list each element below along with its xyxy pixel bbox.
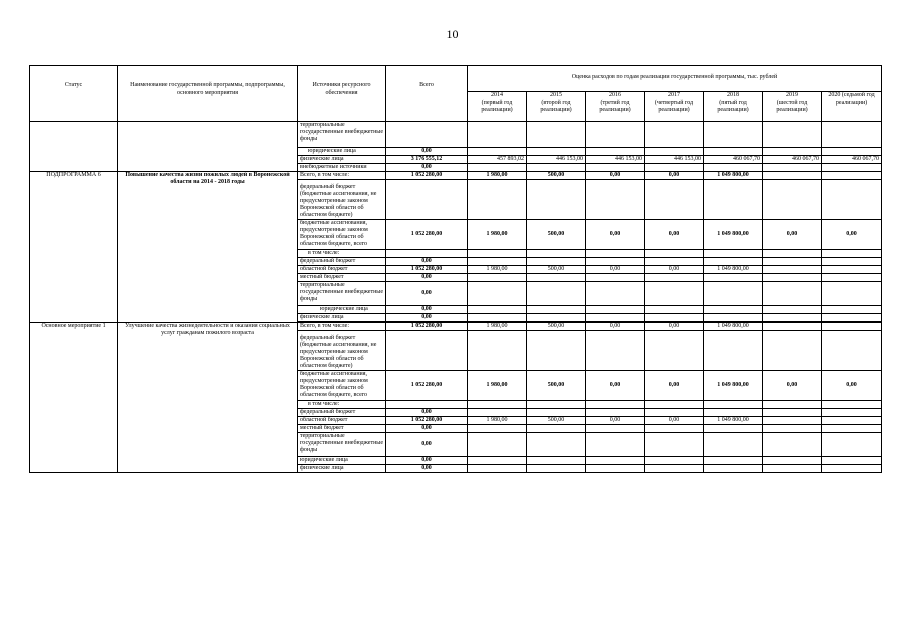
header-sources: Источники ресурсного обеспечения	[298, 66, 386, 122]
header-year-2019: 2019 (шестой год реализации)	[763, 92, 822, 122]
table-row: территориальные государственные внебюджетные фонды	[30, 122, 882, 148]
header-estimate: Оценка расходов по годам реализации государственной программы, тыс. рублей	[468, 66, 882, 92]
section-name: Улучшение качества жизнедеятельности и оказания социальных услуг гражданам пожилого возраста	[118, 323, 298, 473]
table-row: физические лица 3 176 555,12 457 893,02 446 153,00 446 153,00 446 153,00 460 067,70 460 067,70 460 067,70	[30, 156, 882, 164]
header-name: Наименование государственной программы, подпрограммы, основного мероприятия	[118, 66, 298, 122]
page-number: 10	[446, 27, 459, 41]
header-year-2014: 2014 (первый год реализации)	[468, 92, 527, 122]
section-row-all: ПОДПРОГРАММА 6 Повышение качества жизни пожилых людей в Воронежской области на 2014 - 2018 годы Всего, в том числе: 1 052 280,00 1 980,00 500,00 0,00 0,00 1 049 800,00	[30, 172, 882, 180]
section-row-phys: физические лица 0,00	[30, 465, 882, 473]
section-row-legal: юридические лица 0,00	[30, 457, 882, 465]
section-row-incl: в том числе:	[30, 250, 882, 258]
header-year-2018: 2018 (пятый год реализации)	[704, 92, 763, 122]
table-row: юридические лица 0,00	[30, 148, 882, 156]
section-row-fed2: федеральный бюджет 0,00	[30, 258, 882, 266]
section-row-local: местный бюджет 0,00	[30, 425, 882, 433]
expenditure-table	[29, 65, 882, 473]
header-total: Всего	[386, 66, 468, 122]
section-status: Основное мероприятие 1	[30, 323, 118, 473]
section-row-budget: бюджетные ассигнования, предусмотренные законом Воронежской области об областном бюджете, всего 1 052 280,00 1 980,00 500,00 0,00 0,00 1 049 800,00 0,00 0,00	[30, 220, 882, 250]
table-row: внебюджетные источники 0,00	[30, 164, 882, 172]
section-name: Повышение качества жизни пожилых людей в Воронежской области на 2014 - 2018 годы	[118, 172, 298, 323]
header-year-2020: 2020 (седьмой год реализации)	[822, 92, 882, 122]
header-year-2015: 2015 (второй год реализации)	[527, 92, 586, 122]
section-row-budget: бюджетные ассигнования, предусмотренные законом Воронежской области об областном бюджете, всего 1 052 280,00 1 980,00 500,00 0,00 0,00 1 049 800,00 0,00 0,00	[30, 371, 882, 401]
header-year-2016: 2016 (третий год реализации)	[586, 92, 645, 122]
section-row-legal: юридические лица 0,00	[30, 306, 882, 314]
section-row-federal: федеральный бюджет (бюджетные ассигнования, не предусмотренные законом Воронежской области об областном бюджете)	[30, 331, 882, 371]
header-row-1	[30, 66, 882, 92]
section-row-incl: в том числе:	[30, 401, 882, 409]
section-status: ПОДПРОГРАММА 6	[30, 172, 118, 323]
header-year-2017: 2017 (четвертый год реализации)	[645, 92, 704, 122]
section-row-local: местный бюджет 0,00	[30, 274, 882, 282]
section-row-all: Основное мероприятие 1 Улучшение качества жизнедеятельности и оказания социальных услуг гражданам пожилого возраста Всего, в том числе: 1 052 280,00 1 980,00 500,00 0,00 0,00 1 049 800,00	[30, 323, 882, 331]
section-row-terr: территориальные государственные внебюджетные фонды 0,00	[30, 282, 882, 306]
header-status: Статус	[30, 66, 118, 122]
section-row-obl: областной бюджет 1 052 280,00 1 980,00 500,00 0,00 0,00 1 049 800,00	[30, 417, 882, 425]
section-row-terr: территориальные государственные внебюджетные фонды 0,00	[30, 433, 882, 457]
section-row-fed2: федеральный бюджет 0,00	[30, 409, 882, 417]
section-row-obl: областной бюджет 1 052 280,00 1 980,00 500,00 0,00 0,00 1 049 800,00	[30, 266, 882, 274]
section-row-federal: федеральный бюджет (бюджетные ассигнования, не предусмотренные законом Воронежской области об областном бюджете)	[30, 180, 882, 220]
section-row-phys: физические лица 0,00	[30, 314, 882, 322]
